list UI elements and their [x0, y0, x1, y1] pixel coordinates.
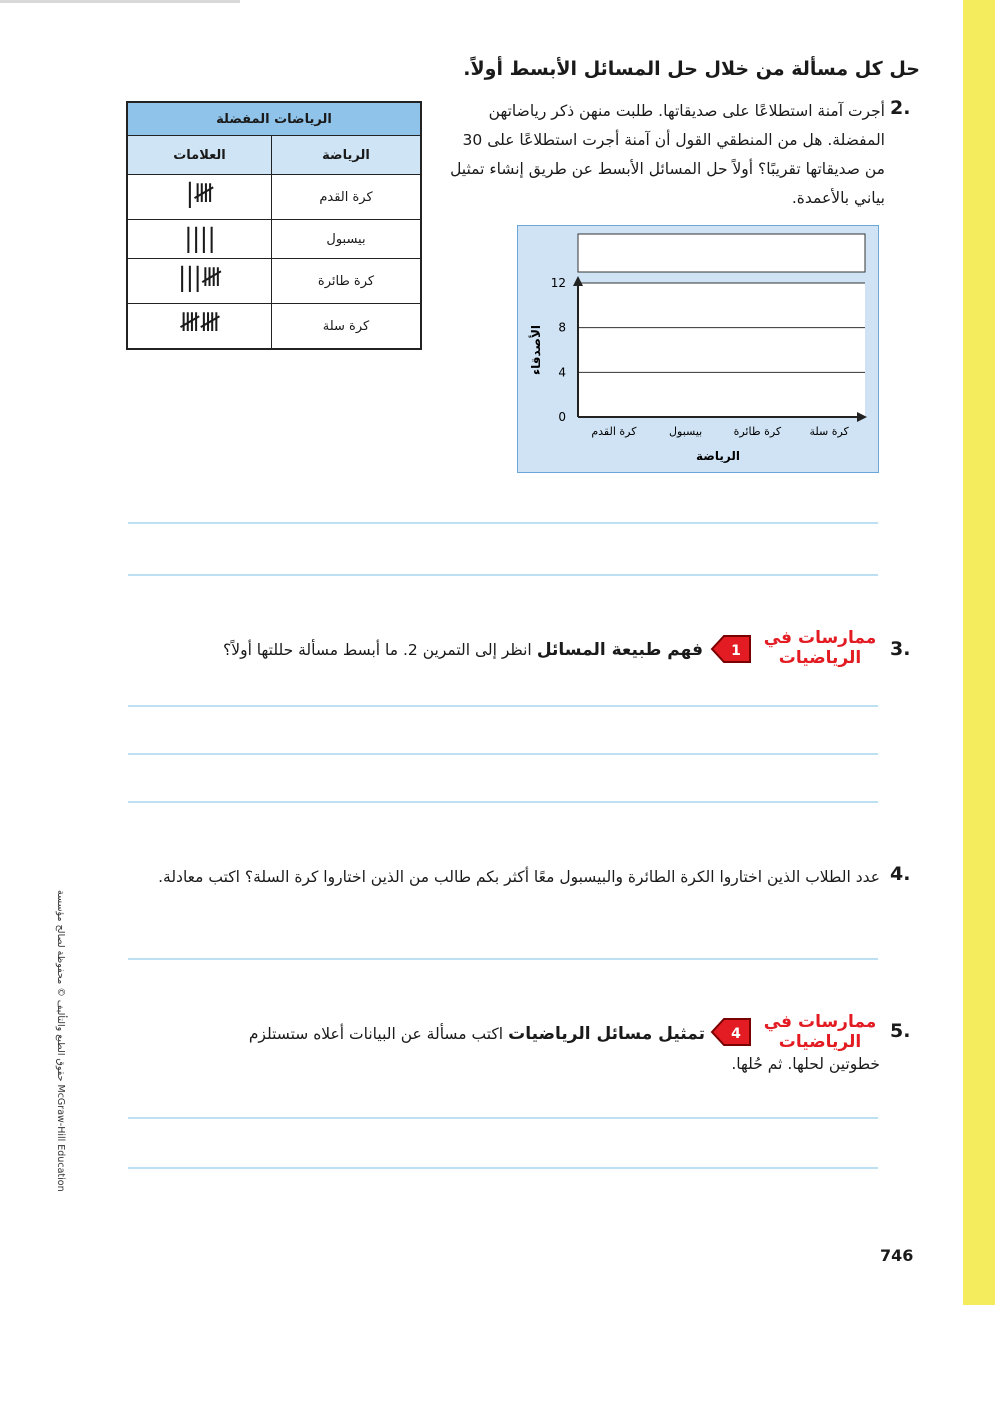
y-axis-label: الأصدقاء [529, 324, 543, 376]
q2-number: 2. [890, 97, 911, 119]
answer-line[interactable] [128, 801, 878, 803]
sport-name: كرة سلة [272, 304, 422, 350]
q4-text: عدد الطلاب الذين اختاروا الكرة الطائرة والبيسبول معًا أكثر بكم طالب من الذين اختاروا كرة السلة؟ اكتب معادلة. [158, 868, 880, 886]
practice-label-line: الرياضيات [778, 1032, 862, 1052]
tally-marks: |𝍸 [127, 175, 272, 220]
sport-name: بيسبول [272, 220, 422, 259]
table-row [127, 175, 421, 220]
section-instruction: حل كل مسألة من خلال حل المسائل الأبسط أولاً. [463, 58, 920, 80]
q5-number: 5. [890, 1020, 911, 1042]
answer-line[interactable] [128, 958, 878, 960]
y-tick-label: 12 [550, 276, 566, 290]
tally-marks: |||| [127, 220, 272, 259]
x-category-label: كرة سلة [809, 425, 849, 438]
q3-text: انظر إلى التمرين 2. ما أبسط مسألة حللتها أولاً؟ [223, 641, 532, 659]
q5-line-1 [160, 1020, 705, 1049]
col-header-tally: العلامات [127, 136, 272, 175]
y-tick-label: 8 [558, 320, 566, 335]
q3-number: 3. [890, 638, 911, 660]
practice-label-line: ممارسات في [763, 1012, 877, 1032]
answer-line[interactable] [128, 753, 878, 755]
graph-title-box[interactable] [578, 234, 865, 272]
q5-practice-title: تمثيل مسائل الرياضيات [508, 1024, 705, 1044]
table-row [127, 259, 421, 304]
answer-line[interactable] [128, 1167, 878, 1169]
top-rule [0, 0, 240, 3]
table-title: الرياضات المفضلة [127, 102, 421, 136]
badge-number: 4 [731, 1026, 741, 1042]
q4-number: 4. [890, 863, 911, 885]
plot-area [578, 283, 865, 417]
table-row [127, 220, 421, 259]
q3-practice-title: فهم طبيعة المسائل [536, 640, 703, 660]
answer-line[interactable] [128, 574, 878, 576]
col-header-sport: الرياضة [272, 136, 422, 175]
table-row [127, 304, 421, 350]
q3-line [128, 636, 703, 665]
practice-label-line: ممارسات في [763, 628, 877, 648]
x-axis-label: الرياضة [696, 449, 740, 463]
tally-marks: |||𝍸 [127, 259, 272, 304]
q5-practice-label [760, 1012, 880, 1052]
page-edge-strip [963, 0, 995, 1305]
page-number: 746 [880, 1246, 914, 1265]
bar-graph-frame [517, 225, 879, 473]
sport-name: كرة طائرة [272, 259, 422, 304]
answer-line[interactable] [128, 1117, 878, 1119]
y-tick-label: 0 [558, 410, 566, 424]
practice-badge-icon [710, 634, 752, 664]
badge-number: 1 [731, 643, 741, 659]
answer-line[interactable] [128, 522, 878, 524]
answer-line[interactable] [128, 705, 878, 707]
q2-text: أجرت آمنة استطلاعًا على صديقاتها. طلبت منهن ذكر رياضاتهن المفضلة. هل من المنطقي القول أن آمنة أجرت استطلاعًا على 30 من صديقاتها تقريبًا؟ أولاً حل المسائل الأبسط عن طريق إنشاء تمثيل بياني بالأعمدة. [450, 102, 885, 207]
y-tick-label: 4 [558, 365, 566, 380]
x-category-label: كرة طائرة [733, 425, 782, 438]
y-axis-arrow-icon [573, 276, 583, 286]
q3-practice-label [760, 628, 880, 668]
q5-text-1: اكتب مسألة عن البيانات أعلاه ستستلزم [248, 1025, 504, 1043]
copyright-text: حقوق الطبع والتأليف © محفوظة لصالح مؤسسة McGraw-Hill Education [55, 890, 66, 1192]
q5-text-2: خطوتين لحلها. ثم حُلها. [731, 1055, 880, 1073]
practice-label-line: الرياضيات [778, 648, 862, 668]
x-category-label: كرة القدم [591, 425, 637, 438]
sport-name: كرة القدم [272, 175, 422, 220]
copyright-sidebar [48, 890, 68, 1190]
favorite-sports-table [126, 101, 422, 350]
tally-marks: 𝍸𝍸 [127, 304, 272, 350]
bar-graph [518, 226, 878, 472]
x-category-label: بيسبول [669, 425, 703, 438]
practice-badge-icon [710, 1017, 752, 1047]
